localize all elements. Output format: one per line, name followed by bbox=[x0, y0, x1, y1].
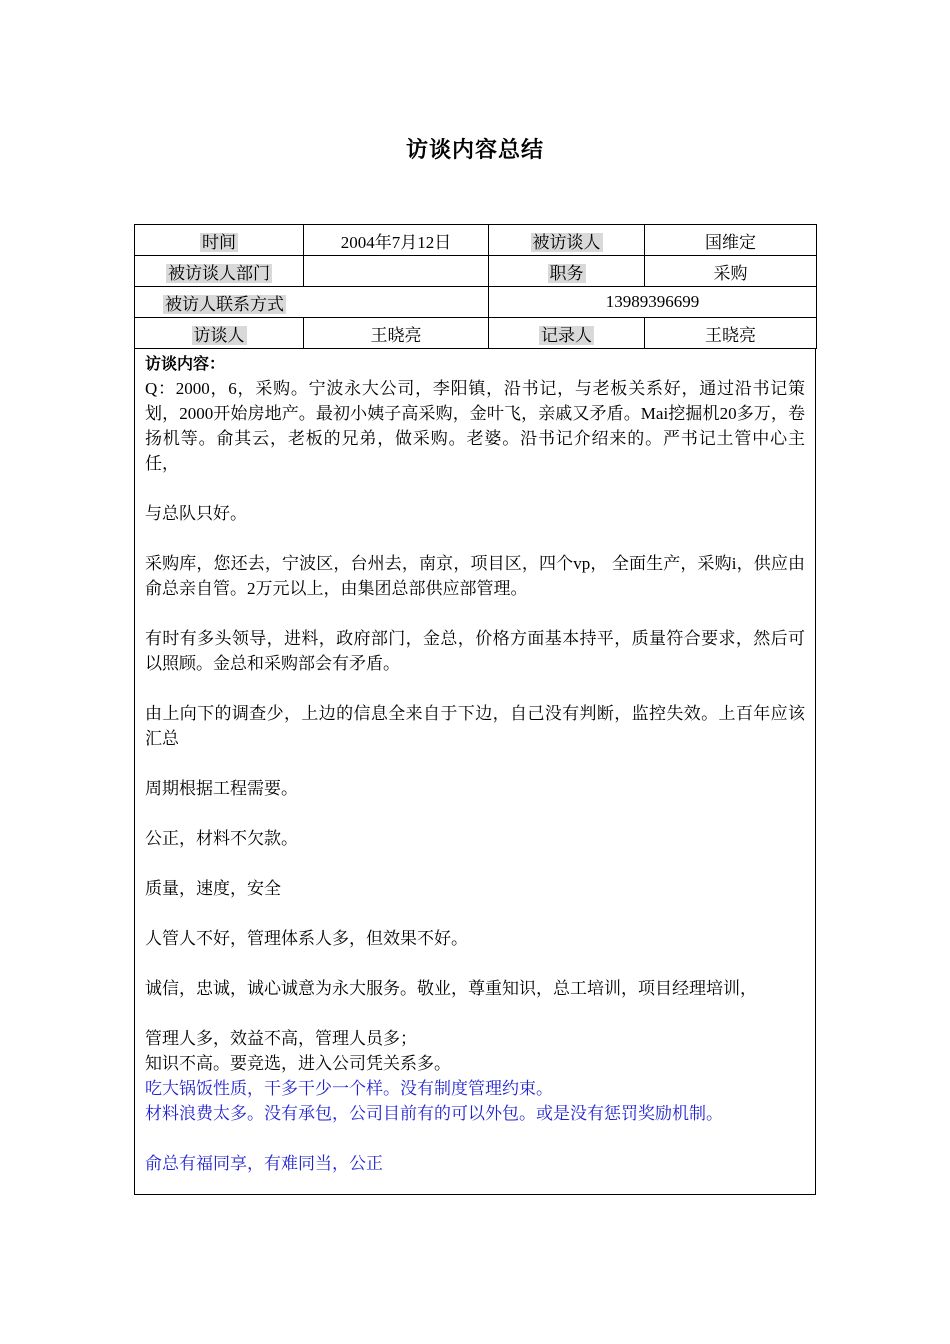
recorder-value: 王晓亮 bbox=[645, 318, 817, 349]
paragraph: 管理人多，效益不高，管理人员多； bbox=[145, 1029, 417, 1048]
spacer bbox=[145, 676, 805, 701]
dept-label-cell bbox=[135, 256, 304, 287]
paragraph-blue: 材料浪费太多。没有承包，公司目前有的可以外包。或是没有惩罚奖励机制。 bbox=[145, 1104, 723, 1123]
paragraph: Q：2000，6，采购。宁波永大公司，李阳镇，沿书记，与老板关系好，通过沿书记策划，2000开始房地产。最初小姨子高采购，金叶飞，亲戚又矛盾。Mai挖掘机20多万，卷扬机等。俞其云，老板的兄弟，做采购。老婆。沿书记介绍来的。严书记土管中心主任， bbox=[145, 379, 805, 473]
info-row-contact bbox=[135, 287, 817, 318]
paragraph: 采购库，您还去，宁波区，台州去，南京，项目区，四个vp， 全面生产，采购i，供应由俞总亲自管。2万元以上，由集团总部供应部管理。 bbox=[145, 554, 805, 598]
paragraph-blue: 吃大锅饭性质，干多干少一个样。没有制度管理约束。 bbox=[145, 1079, 553, 1098]
dept-label: 被访谈人部门 bbox=[168, 263, 270, 283]
contact-value: 13989396699 bbox=[489, 287, 817, 318]
info-row-dept bbox=[135, 256, 817, 287]
interviewee-value: 国维定 bbox=[645, 225, 817, 256]
spacer bbox=[145, 901, 805, 926]
position-label-cell bbox=[489, 256, 645, 287]
spacer bbox=[145, 1126, 805, 1151]
spacer bbox=[145, 526, 805, 551]
time-label: 时间 bbox=[202, 232, 236, 252]
paragraph: 与总队只好。 bbox=[145, 504, 247, 523]
document-title: 访谈内容总结 bbox=[405, 138, 544, 163]
paragraph-blue: 俞总有福同享，有难同当，公正 bbox=[145, 1154, 383, 1173]
info-row-interviewer bbox=[135, 318, 817, 349]
info-row-time bbox=[135, 225, 817, 256]
spacer bbox=[145, 1001, 805, 1026]
content-heading: 访谈内容： bbox=[145, 354, 226, 373]
time-value: 2004年7月12日 bbox=[304, 225, 489, 256]
dept-value bbox=[304, 256, 489, 287]
interviewer-label: 访谈人 bbox=[193, 325, 245, 345]
recorder-label-cell bbox=[489, 318, 645, 349]
paragraph: 诚信，忠诚，诚心诚意为永大服务。敬业，尊重知识，总工培训，项目经理培训， bbox=[145, 979, 757, 998]
paragraph: 知识不高。要竞选，进入公司凭关系多。 bbox=[145, 1054, 451, 1073]
contact-label: 被访人联系方式 bbox=[165, 294, 284, 314]
spacer bbox=[145, 476, 805, 501]
paragraph: 公正，材料不欠款。 bbox=[145, 829, 298, 848]
time-label-cell bbox=[135, 225, 304, 256]
spacer bbox=[145, 801, 805, 826]
interviewer-label-cell bbox=[135, 318, 304, 349]
position-value: 采购 bbox=[645, 256, 817, 287]
paragraph: 质量，速度，安全 bbox=[145, 879, 281, 898]
interview-content bbox=[134, 348, 816, 1195]
spacer bbox=[145, 851, 805, 876]
info-table bbox=[134, 224, 817, 349]
contact-label-cell bbox=[135, 287, 489, 318]
spacer bbox=[145, 951, 805, 976]
spacer bbox=[145, 751, 805, 776]
position-label: 职务 bbox=[549, 263, 584, 283]
spacer bbox=[145, 601, 805, 626]
interviewee-label-cell bbox=[489, 225, 645, 256]
paragraph: 有时有多头领导，进料，政府部门，金总，价格方面基本持平，质量符合要求，然后可以照顾。金总和采购部会有矛盾。 bbox=[145, 629, 805, 673]
interviewee-label: 被访谈人 bbox=[532, 232, 601, 252]
recorder-label: 记录人 bbox=[541, 325, 592, 345]
paragraph: 由上向下的调查少，上边的信息全来自于下边，自己没有判断，监控失效。上百年应该汇总 bbox=[145, 704, 805, 748]
interviewer-value: 王晓亮 bbox=[304, 318, 489, 349]
paragraph: 周期根据工程需要。 bbox=[145, 779, 298, 798]
paragraph: 人管人不好，管理体系人多，但效果不好。 bbox=[145, 929, 468, 948]
